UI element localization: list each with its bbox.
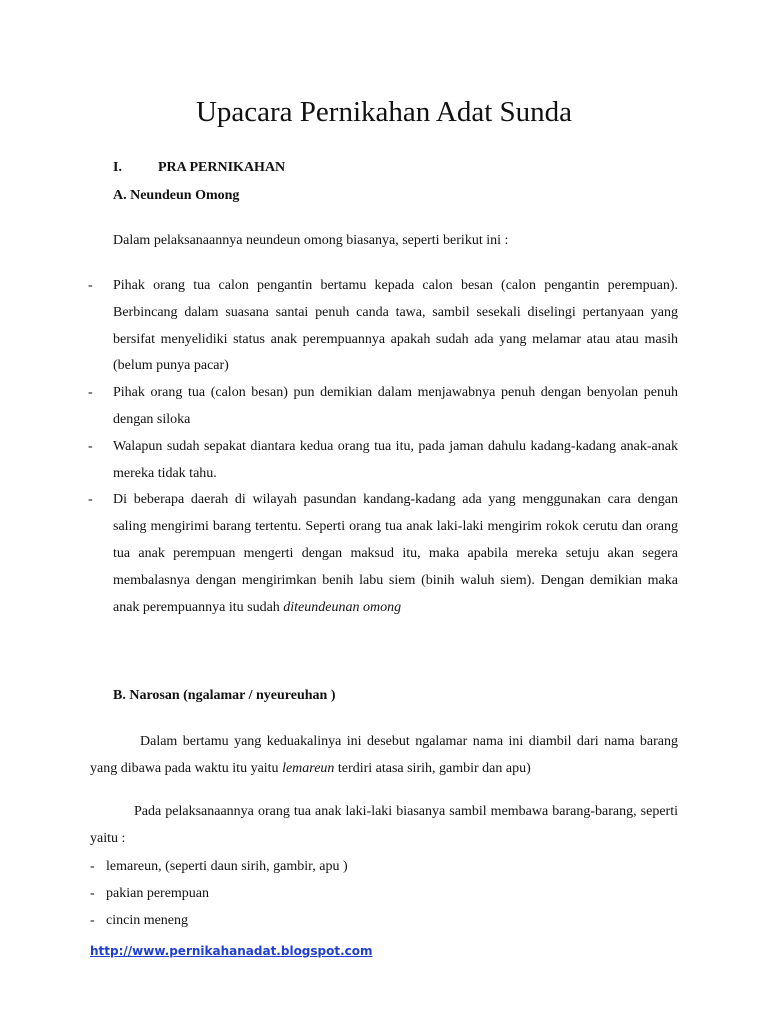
section-a-heading: A. Neundeun Omong <box>113 188 240 203</box>
item-text: lemareun, (seperti daun sirih, gambir, apu ) <box>106 859 348 874</box>
bullet-dash: - <box>90 913 95 928</box>
italic-term: diteundeunan omong <box>283 599 402 615</box>
list-item <box>88 380 678 434</box>
bullet-text: Di beberapa daerah di wilayah pasundan kandang-kadang ada yang menggunakan cara dengan saling mengirimi barang tertentu. Seperti orang tua anak laki-laki mengirim rokok cerutu dan orang tua anak perempuan mengerti dengan maksud itu, maka apabila mereka setuju akan segera membalasnya dengan mengirimkan benih labu siem (binih waluh siem). Dengan demikian maka anak perempuannya itu sudah <box>113 492 678 615</box>
section-b-paragraph-2: Pada pelaksanaannya orang tua anak laki-laki biasanya sambil membawa barang-barang, seperti yaitu : <box>90 804 678 846</box>
footer-link[interactable]: http://www.pernikahanadat.blogspot.com <box>90 944 373 958</box>
section-b-heading: B. Narosan (ngalamar / nyeureuhan ) <box>113 688 336 703</box>
section-b-item-list <box>90 853 348 934</box>
paragraph-text: terdiri atasa sirih, gambir dan apu) <box>334 761 531 776</box>
bullet-dash: - <box>88 438 93 454</box>
section-b-paragraph-1 <box>90 728 678 782</box>
paragraph-text: Dalam bertamu yang keduakalinya ini desebut ngalamar nama ini diambil dari nama barang yang dibawa pada waktu itu yaitu <box>90 734 678 776</box>
section-i-heading <box>113 158 285 178</box>
italic-term: lemareun <box>282 761 335 776</box>
bullet-text: Walapun sudah sepakat diantara kedua orang tua itu, pada jaman dahulu kadang-kadang anak-anak mereka tidak tahu. <box>113 438 678 481</box>
section-a-bullet-list <box>88 273 678 621</box>
list-item <box>88 273 678 380</box>
bullet-dash: - <box>90 886 95 901</box>
list-item <box>88 487 678 621</box>
bullet-text: Pihak orang tua (calon besan) pun demikian dalam menjawabnya penuh dengan benyolan penuh dengan siloka <box>113 385 678 427</box>
bullet-dash: - <box>88 385 93 401</box>
section-a-intro: Dalam pelaksanaannya neundeun omong biasanya, seperti berikut ini : <box>113 233 509 248</box>
item-text: pakian perempuan <box>106 886 210 901</box>
list-item <box>90 907 348 934</box>
item-text: cincin meneng <box>106 913 189 928</box>
section-i-label: PRA PERNIKAHAN <box>158 160 286 175</box>
document-title: Upacara Pernikahan Adat Sunda <box>195 96 573 128</box>
list-item <box>88 434 678 488</box>
bullet-dash: - <box>88 492 93 508</box>
list-item <box>90 853 348 880</box>
bullet-dash: - <box>90 859 95 874</box>
bullet-dash: - <box>88 278 93 293</box>
bullet-text: Pihak orang tua calon pengantin bertamu kepada calon besan (calon pengantin perempuan). Berbincang dalam suasana santai penuh canda tawa, sambil sesekali diselingi pertanyaan yang bersifat menyelidiki status anak perempuannya apakah sudah ada yang melamar atau atau masih (belum punya pacar) <box>113 278 678 374</box>
list-item <box>90 880 348 907</box>
section-i-number: I. <box>113 160 122 175</box>
